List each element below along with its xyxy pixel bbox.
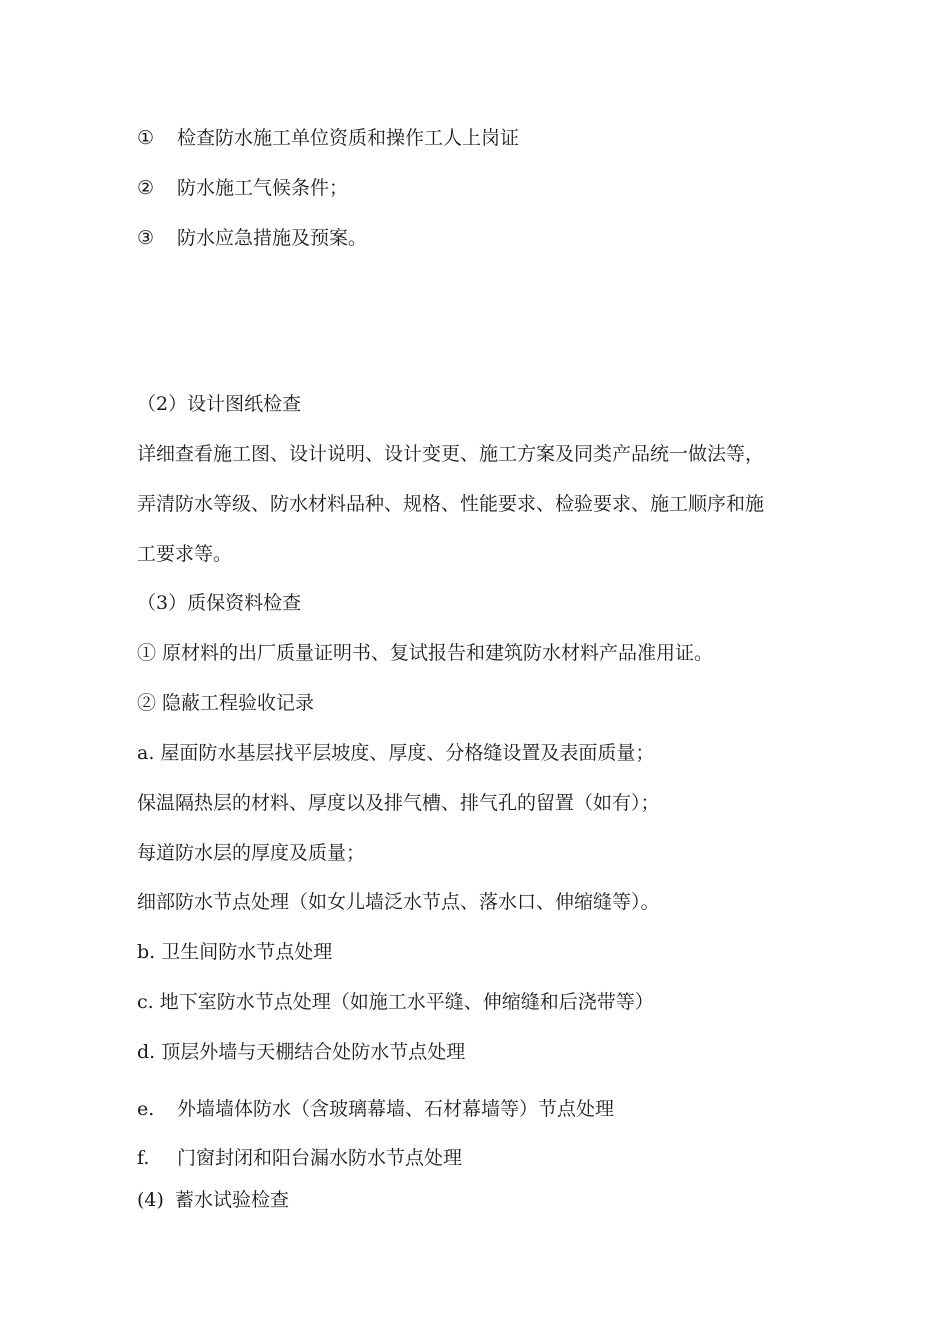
paragraph-line: a. 屋面防水基层找平层坡度、厚度、分格缝设置及表面质量； [137,742,655,764]
list-item [137,1097,614,1121]
paragraph-line: d. 顶层外墙与天棚结合处防水节点处理 [137,1041,466,1063]
section-heading: （2）设计图纸检查 [137,393,302,415]
paragraph-line: 每道防水层的厚度及质量； [137,842,366,864]
list-marker: ① [137,127,155,149]
list-marker: ③ [137,227,155,249]
paragraph-line: b. 卫生间防水节点处理 [137,941,333,963]
list-item [137,126,519,150]
section-marker: (4) [137,1189,164,1211]
list-text: 门窗封闭和阳台漏水防水节点处理 [177,1147,463,1169]
list-item: ② 隐蔽工程验收记录 [137,692,315,714]
list-text: 防水应急措施及预案。 [177,227,368,249]
list-text: 检查防水施工单位资质和操作工人上岗证 [177,127,520,149]
list-item [137,1146,462,1170]
list-text: 防水施工气候条件； [177,177,349,199]
paragraph-line: 弄清防水等级、防水材料品种、规格、性能要求、检验要求、施工顺序和施 [137,493,765,515]
list-marker: ② [137,177,155,199]
list-marker: f. [137,1147,150,1169]
section-heading: （3）质保资料检查 [137,592,302,614]
section-title: 蓄水试验检查 [175,1189,290,1211]
paragraph-line: 保温隔热层的材料、厚度以及排气槽、排气孔的留置（如有）； [137,792,660,814]
list-item [137,176,348,200]
list-marker: e. [137,1098,155,1120]
list-item [137,226,367,250]
section-heading [137,1188,289,1212]
paragraph-line: 细部防水节点处理（如女儿墙泛水节点、落水口、伸缩缝等）。 [137,891,660,913]
paragraph-line: c. 地下室防水节点处理（如施工水平缝、伸缩缝和后浇带等） [137,991,654,1013]
list-text: 外墙墙体防水（含玻璃幕墙、石材幕墙等）节点处理 [177,1098,615,1120]
paragraph-line: 工要求等。 [137,543,233,565]
list-item: ① 原材料的出厂质量证明书、复试报告和建筑防水材料产品准用证。 [137,642,714,664]
paragraph-line: 详细查看施工图、设计说明、设计变更、施工方案及同类产品统一做法等， [137,443,765,465]
